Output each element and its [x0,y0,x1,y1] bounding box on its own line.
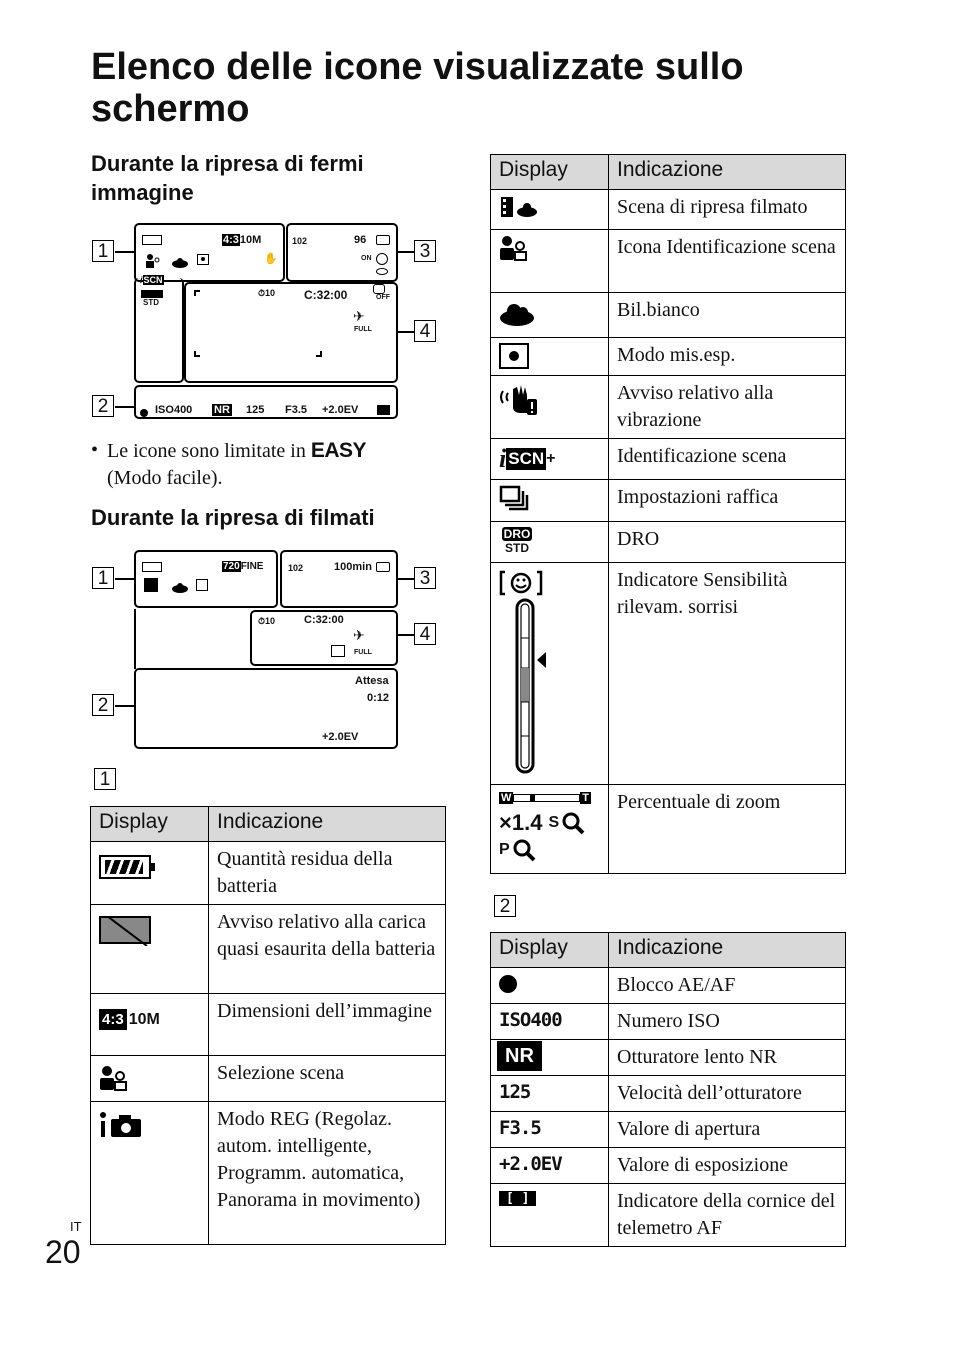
burst-settings-icon [499,485,600,516]
ae-af-lock-icon [499,975,517,993]
indication-text: Numero ISO [609,1004,846,1040]
page-number: 20 [45,1234,81,1270]
section-2-label: 2 [494,895,516,917]
still-lcd-diagram: 1 2 3 4 4:310M 102 96 ON ✋ iSCN STD ⏱10 C:32:00 OFF ✈ FULL ISO400 NR 125 F3.5 +2.0EV [88,222,448,422]
indication-text: Bil.bianco [609,293,846,338]
callout-2: 2 [92,694,114,716]
lcd-aspect: 4:3 [223,234,239,246]
exposure-icon: +2.0EV [499,1153,562,1175]
table-1 [90,806,446,1245]
callout-1: 1 [92,567,114,589]
header-indication: Indicazione [609,933,846,968]
indication-text: Avviso relativo alla carica quasi esaurita della batteria [209,905,446,994]
af-corner [194,290,200,296]
indication-text: Icona Identificazione scena [609,230,846,293]
indication-text: Quantità residua della batteria [209,842,446,905]
eye-icon [376,268,388,275]
lcd-movie-size: 720 [223,561,240,572]
header-display: Display [491,155,609,190]
indication-text: Indicatore Sensibilità rilevam. sorrisi [609,563,846,785]
af-corner [316,351,322,357]
lcd-dro-std: STD [143,298,159,307]
indication-text: DRO [609,522,846,563]
header-display: Display [491,933,609,968]
lcd-exposure: +2.0EV [322,404,359,416]
callout-3: 3 [414,240,436,262]
nr-icon: NR [499,1043,540,1069]
lcd-flash-on: ON [361,255,372,262]
header-indication: Indicazione [209,807,446,842]
lcd-timer: 10 [265,616,276,626]
indication-text: Impostazioni raffica [609,480,846,522]
lcd-quality: FINE [240,561,264,572]
indication-text: Indicatore della cornice del telemetro AF [609,1184,846,1247]
indication-text: Identificazione scena [609,439,846,480]
easy-icon: EASY [310,439,367,462]
lcd-exposure: +2.0EV [322,731,359,743]
rec-mode-icon [99,1111,200,1144]
metering-icon [196,579,208,591]
lcd-folder: 102 [288,563,304,573]
header-display: Display [91,807,209,842]
callout-4: 4 [414,623,436,645]
indication-text: Otturatore lento NR [609,1040,846,1076]
lcd-rec-time: C:32:00 [304,614,344,626]
indication-text: Percentuale di zoom [609,785,846,874]
lcd-full: FULL [354,649,372,656]
indication-text: Selezione scena [209,1056,446,1102]
flash-icon [376,253,388,265]
dro-icon [141,290,163,298]
white-balance-icon [499,302,600,331]
section-1-label: 1 [94,768,116,790]
lcd-timer: 10 [265,288,276,298]
battery-icon [99,855,151,879]
lcd-rec-time: C:32:00 [304,288,348,302]
dro-icon: DRO STD [503,527,531,555]
lcd-region-3 [280,550,398,608]
page-language: IT [70,1219,82,1234]
callout-1: 1 [92,240,114,262]
af-frame-icon [377,405,390,415]
lcd-full: FULL [354,326,372,333]
memory-card-icon [376,235,390,245]
scene-icon [145,253,159,269]
smile-icon [373,284,385,294]
ae-lock-dot [140,409,148,417]
memory-card-icon [376,562,390,572]
stabilizer-icon: ✈ [353,627,365,643]
lcd-standby-time: 0:12 [367,692,390,704]
af-corner [194,351,200,357]
callout-2: 2 [92,395,114,417]
battery-low-icon [99,916,151,944]
callout-3: 3 [414,567,436,589]
wb-icon [172,580,188,590]
indication-text: Valore di apertura [609,1112,846,1148]
aperture-icon: F3.5 [499,1117,541,1139]
indication-text: Velocità dell’otturatore [609,1076,846,1112]
lcd-size: 10M [239,234,262,246]
scene-recognition-icon [499,235,600,266]
battery-icon [142,562,162,572]
lcd-standby: Attesa [355,675,389,687]
indication-text: Scena di ripresa filmato [609,190,846,230]
table-3 [490,932,846,1247]
movie-scene-icon [144,578,158,592]
note [91,437,451,492]
indication-text: Modo REG (Regolaz. autom. intelligente, Programm. automatica, Panorama in movimento) [209,1102,446,1245]
zoom-icon: W T ×1.4 S P [499,792,589,858]
indication-text: Avviso relativo alla vibrazione [609,376,846,439]
metering-icon [197,254,209,265]
scene-selection-icon [99,1065,200,1096]
callout-4: 4 [414,320,436,342]
battery-icon [142,235,162,245]
lcd-remaining: 96 [354,234,367,246]
iscn-icon: i SCN + [499,444,556,473]
af-frame-icon: [ ] [499,1191,536,1206]
indication-text: Dimensioni dell’immagine [209,994,446,1056]
note-text-after: (Modo facile). [107,467,223,489]
lcd-aperture: F3.5 [285,404,308,416]
hand-shake-icon: ✋ [264,253,278,265]
lcd-folder: 102 [292,236,308,246]
smile-sensitivity-icon [499,568,600,779]
lcd-shutter: 125 [246,404,265,416]
indication-text: Valore di esposizione [609,1148,846,1184]
indication-text: Modo mis.esp. [609,338,846,376]
movie-scene-icon [499,195,600,224]
lcd-nr: NR [214,404,230,416]
note-bullet: • [91,439,99,461]
page-title: Elenco delle icone visualizzate sullo schermo [91,46,744,130]
stabilizer-icon: ✈ [353,308,365,324]
header-indication: Indicazione [609,155,846,190]
metering-mode-icon [499,343,529,369]
iso-icon: ISO400 [499,1009,562,1031]
vibration-warning-icon [499,381,600,422]
lcd-rec-remaining: 100min [334,561,372,573]
still-heading: Durante la ripresa di fermi immagine [91,151,364,205]
lcd-iso: ISO400 [155,404,193,416]
note-text: Le icone sono limitate in [107,440,311,462]
table-2 [490,154,846,874]
af-frame-icon [331,645,345,657]
indication-text: Blocco AE/AF [609,968,846,1004]
movie-lcd-diagram: 1 2 3 4 720FINE 102 100min ⏱10 C:32:00 ✈ FULL Attesa 0:12 +2.0EV [88,549,448,754]
wb-icon [172,255,188,265]
shutter-icon: 125 [499,1081,531,1103]
lcd-smile-off: OFF [376,294,390,301]
image-size-icon: 4:3 10M [99,1009,160,1030]
movie-heading: Durante la ripresa di filmati [91,505,375,530]
